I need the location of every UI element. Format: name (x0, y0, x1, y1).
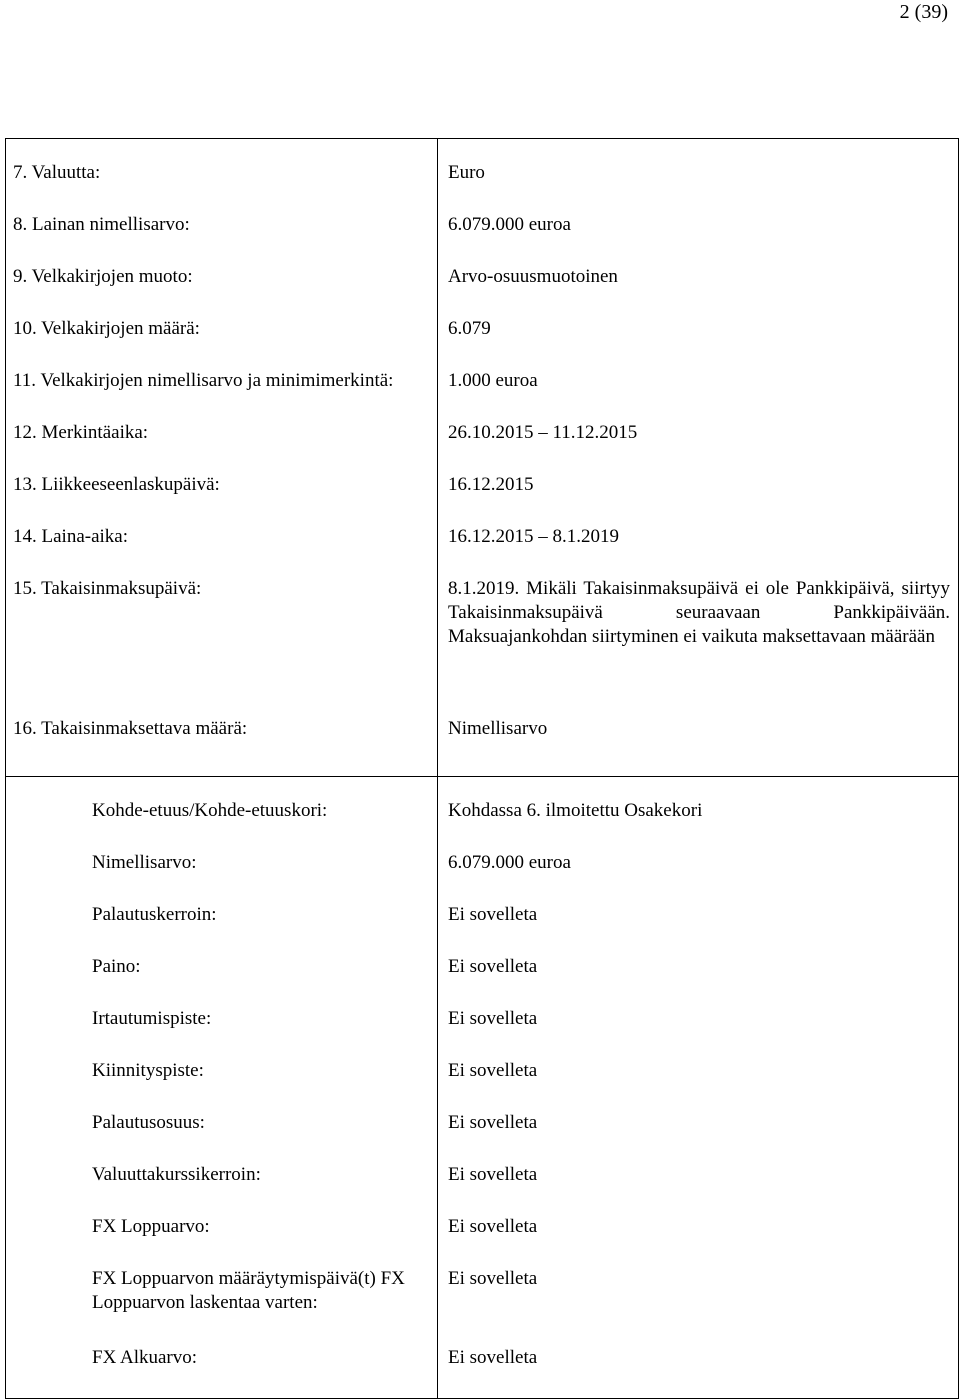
label-currency: 7. Valuutta: (13, 162, 101, 183)
value-return-coefficient: Ei sovelleta (448, 904, 538, 925)
value-note-count: 6.079 (448, 318, 491, 339)
value-fx-coefficient: Ei sovelleta (448, 1164, 538, 1185)
value-note-form: Arvo-osuusmuotoinen (448, 266, 618, 287)
value-nominal-value: 6.079.000 euroa (448, 852, 571, 873)
label-return-share: Palautusosuus: (92, 1112, 205, 1133)
label-note-form: 9. Velkakirjojen muoto: (13, 266, 193, 287)
value-return-share: Ei sovelleta (448, 1112, 538, 1133)
value-loan-term: 16.12.2015 – 8.1.2019 (448, 526, 619, 547)
value-fx-initial-value: Ei sovelleta (448, 1347, 538, 1368)
value-note-nominal-minimum: 1.000 euroa (448, 370, 538, 391)
value-detachment-point: Ei sovelleta (448, 1008, 538, 1029)
label-note-nominal-minimum: 11. Velkakirjojen nimellisarvo ja minimimerkintä: (13, 370, 394, 391)
value-redemption-date: 8.1.2019. Mikäli Takaisinmaksupäivä ei ole Pankkipäivä, siirtyy Takaisinmaksupäivä seuraavaan Pankkipäivään. Maksuajankohdan siirtyminen ei vaikuta maksettavaan määrään (448, 578, 950, 647)
page-number: 2 (39) (899, 1, 948, 23)
label-weight: Paino: (92, 956, 141, 977)
label-redemption-date: 15. Takaisinmaksupäivä: (13, 578, 202, 599)
value-weight: Ei sovelleta (448, 956, 538, 977)
value-redemption-amount: Nimellisarvo (448, 718, 548, 739)
value-underlying-basket: Kohdassa 6. ilmoitettu Osakekori (448, 800, 703, 821)
label-underlying-basket: Kohde-etuus/Kohde-etuuskori: (92, 800, 328, 821)
value-fx-final-determination-date: Ei sovelleta (448, 1268, 538, 1289)
label-fx-final-determination-date: FX Loppuarvon määräytymispäivä(t) FX Loppuarvon laskentaa varten: (92, 1268, 405, 1313)
value-subscription-period: 26.10.2015 – 11.12.2015 (448, 422, 638, 443)
value-loan-nominal: 6.079.000 euroa (448, 214, 571, 235)
section-general-terms (6, 139, 959, 777)
label-note-count: 10. Velkakirjojen määrä: (13, 318, 200, 339)
value-issue-date: 16.12.2015 (448, 474, 534, 495)
label-loan-term: 14. Laina-aika: (13, 526, 129, 547)
section2-values (438, 777, 959, 1399)
terms-table (5, 138, 959, 1399)
label-attachment-point: Kiinnityspiste: (92, 1060, 204, 1081)
label-fx-initial-value: FX Alkuarvo: (92, 1347, 198, 1368)
label-fx-coefficient: Valuuttakurssikerroin: (92, 1164, 261, 1185)
label-fx-final-value: FX Loppuarvo: (92, 1216, 210, 1237)
section1-labels (6, 139, 438, 777)
value-attachment-point: Ei sovelleta (448, 1060, 538, 1081)
value-currency: Euro (448, 162, 485, 183)
label-issue-date: 13. Liikkeeseenlaskupäivä: (13, 474, 220, 495)
section-underlying-terms (6, 777, 959, 1399)
section2-labels (6, 777, 438, 1399)
section1-values (438, 139, 959, 777)
label-detachment-point: Irtautumispiste: (92, 1008, 212, 1029)
label-subscription-period: 12. Merkintäaika: (13, 422, 149, 443)
label-return-coefficient: Palautuskerroin: (92, 904, 217, 925)
label-redemption-amount: 16. Takaisinmaksettava määrä: (13, 718, 248, 739)
label-loan-nominal: 8. Lainan nimellisarvo: (13, 214, 190, 235)
value-fx-final-value: Ei sovelleta (448, 1216, 538, 1237)
label-nominal-value: Nimellisarvo: (92, 852, 197, 873)
